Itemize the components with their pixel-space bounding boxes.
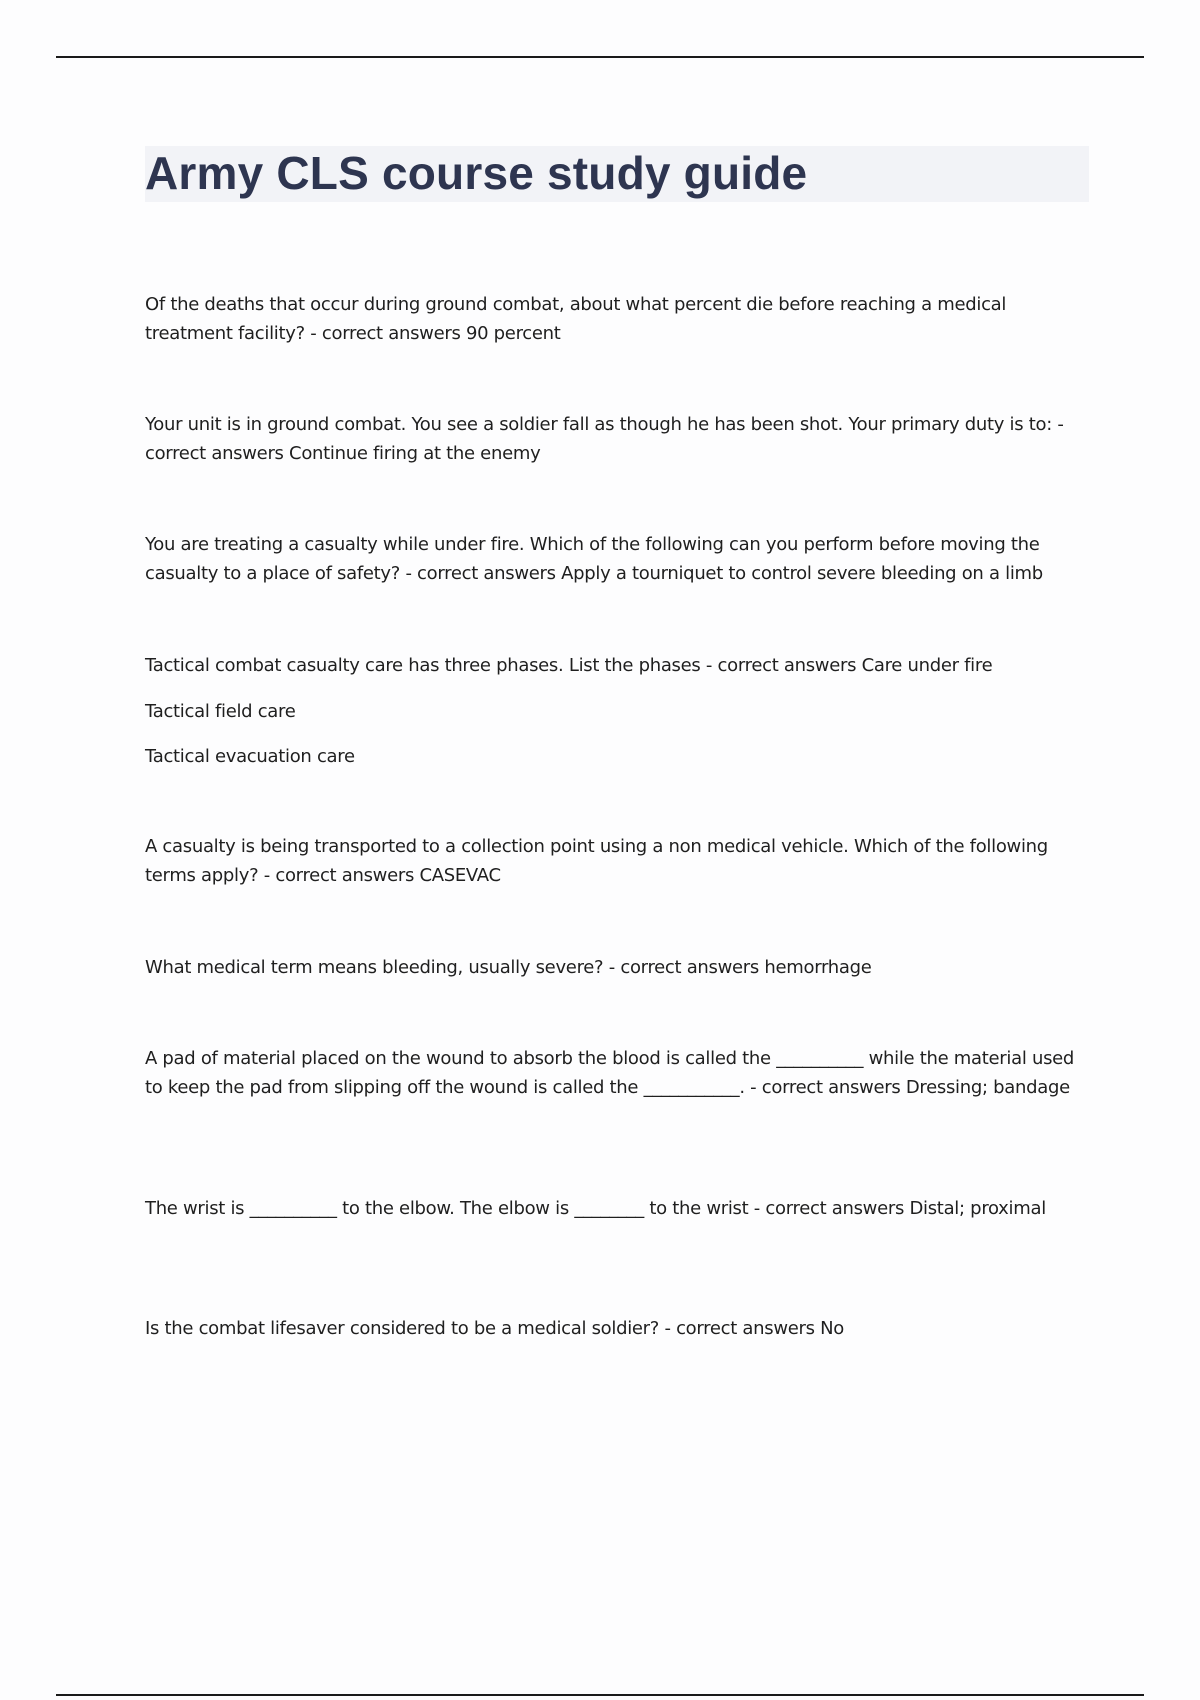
qa-item-3: You are treating a casualty while under fire. Which of the following can you perform before moving the casualty to a place of safety? - correct answers Apply a tourniquet to control severe bleeding on a limb bbox=[145, 534, 1043, 584]
qa-item-7: A pad of material placed on the wound to absorb the blood is called the __________ while the material used to keep the pad from slipping off the wound is called the ___________. - correct answers Dressing; bandage bbox=[145, 1048, 1075, 1098]
document-title: Army CLS course study guide bbox=[145, 147, 808, 199]
qa-item-5: A casualty is being transported to a collection point using a non medical vehicle. Which of the following terms apply? - correct answers CASEVAC bbox=[145, 836, 1048, 886]
qa-item-2: Your unit is in ground combat. You see a soldier fall as though he has been shot. Your primary duty is to: - correct answers Continue firing at the enemy bbox=[145, 414, 1064, 464]
bottom-rule bbox=[56, 1694, 1144, 1696]
qa-item-1: Of the deaths that occur during ground combat, about what percent die before reaching a medical treatment facility? - correct answers 90 percent bbox=[145, 294, 1007, 344]
qa-item-8: The wrist is __________ to the elbow. The elbow is ________ to the wrist - correct answers Distal; proximal bbox=[145, 1198, 1046, 1219]
qa-item-4: Tactical combat casualty care has three phases. List the phases - correct answers Care under fire bbox=[145, 655, 993, 676]
top-rule bbox=[56, 56, 1144, 58]
qa-item-9: Is the combat lifesaver considered to be a medical soldier? - correct answers No bbox=[145, 1318, 845, 1339]
qa-item-6: What medical term means bleeding, usually severe? - correct answers hemorrhage bbox=[145, 957, 872, 978]
qa-item-4-line-2: Tactical field care bbox=[145, 701, 296, 722]
qa-item-4-line-3: Tactical evacuation care bbox=[145, 746, 355, 767]
